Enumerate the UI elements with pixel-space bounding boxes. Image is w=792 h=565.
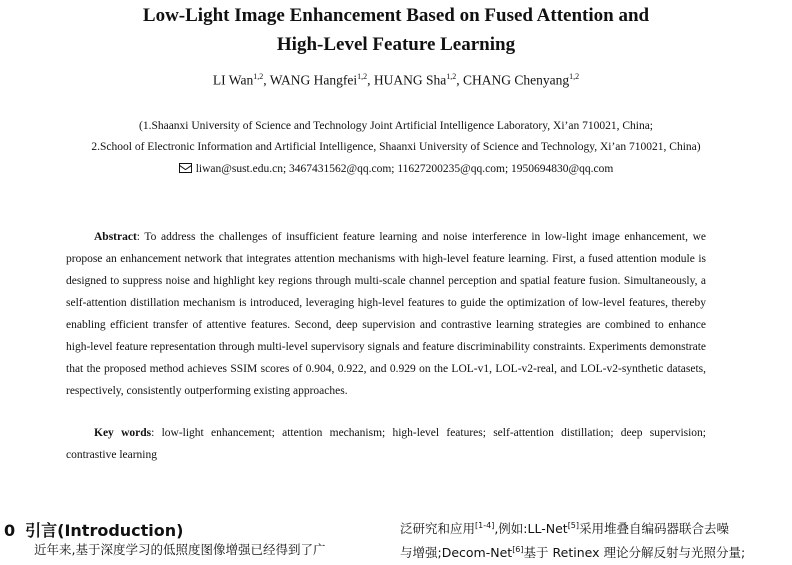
citation-ref: [5]: [567, 521, 580, 530]
body-text: 泛研究和应用: [400, 521, 476, 537]
author-name: HUANG Sha: [373, 72, 447, 88]
author-affiliation-mark: 1,2: [446, 72, 457, 81]
author-separator: ,: [367, 72, 374, 88]
paper-title-line-1: Low-Light Image Enhancement Based on Fused Attention and: [142, 5, 650, 26]
author-name: CHANG Chenyang: [462, 72, 570, 88]
abstract-paragraph: [66, 226, 706, 402]
left-column-line-1: 近年来,基于深度学习的低照度图像增强已经得到了广: [34, 542, 326, 557]
author-list: [0, 72, 792, 89]
affiliation-line-1: (1.Shaanxi University of Science and Technology Joint Artificial Intelligence Laboratory, Xi’an 710021, China;: [138, 120, 653, 132]
email-addresses: liwan@sust.edu.cn; 3467431562@qq.com; 11627200235@qq.com; 1950694830@qq.com: [195, 163, 614, 175]
abstract-label: Abstract: [94, 231, 137, 243]
affiliation-line-2: 2.School of Electronic Information and Artificial Intelligence, Shaanxi University of Science and Technology, Xi’an 710021, China): [91, 141, 701, 153]
body-text: 基于 Retinex 理论分解反射与光照分量;: [523, 545, 746, 561]
author-separator: ,: [456, 72, 463, 88]
author-name: LI Wan: [212, 72, 254, 88]
citation-ref: [6]: [512, 545, 524, 554]
abstract-text: To address the challenges of insufficient feature learning and noise interference in low-light image enhancement, we propose an enhancement network that integrates attention mechanisms with high-level feature learning. First, a fused attention module is designed to suppress noise and highlight key regions through multi-scale channel perception and spatial feature fusion. Simultaneously, a self-attention distillation mechanism is introduced, leveraging high-level features to guide the optimization of low-level features, thereby enabling efficient transfer of attentive features. Second, deep supervision and contrastive learning strategies are combined to enhance high-level feature representation through multi-level supervisory signals and feature discriminability constraints. Experiments demonstrate that the proposed method achieves SSIM scores of 0.904, 0.922, and 0.929 on the LOL-v1, LOL-v2-real, and LOL-v2-synthetic datasets, respectively, consistently outperforming existing approaches.: [66, 231, 706, 397]
author-affiliation-mark: 1,2: [569, 72, 580, 81]
keywords-separator: :: [151, 427, 162, 439]
author-separator: ,: [263, 72, 270, 88]
body-text: ,例如:LL-Net: [494, 521, 568, 537]
paper-title-line-2: High-Level Feature Learning: [276, 34, 516, 55]
email-line: [0, 163, 792, 175]
section-number: 0: [4, 521, 16, 540]
abstract-separator: :: [136, 231, 145, 243]
body-text: 采用堆叠自编码器联合去噪: [579, 521, 730, 537]
citation-ref: [1-4]: [475, 521, 495, 530]
keywords-paragraph: [66, 422, 706, 466]
keywords-label: Key words: [94, 427, 152, 439]
envelope-icon: [179, 163, 192, 173]
right-column-line-2: [400, 538, 745, 565]
author-affiliation-mark: 1,2: [357, 72, 368, 81]
section-title: 引言(Introduction): [25, 521, 184, 540]
author-affiliation-mark: 1,2: [253, 72, 264, 81]
author-name: WANG Hangfei: [269, 72, 358, 88]
body-text: 与增强;Decom-Net: [400, 545, 513, 561]
keywords-text: low-light enhancement; attention mechanism; high-level features; self-attention distillation; deep supervision; contrastive learning: [66, 427, 706, 461]
